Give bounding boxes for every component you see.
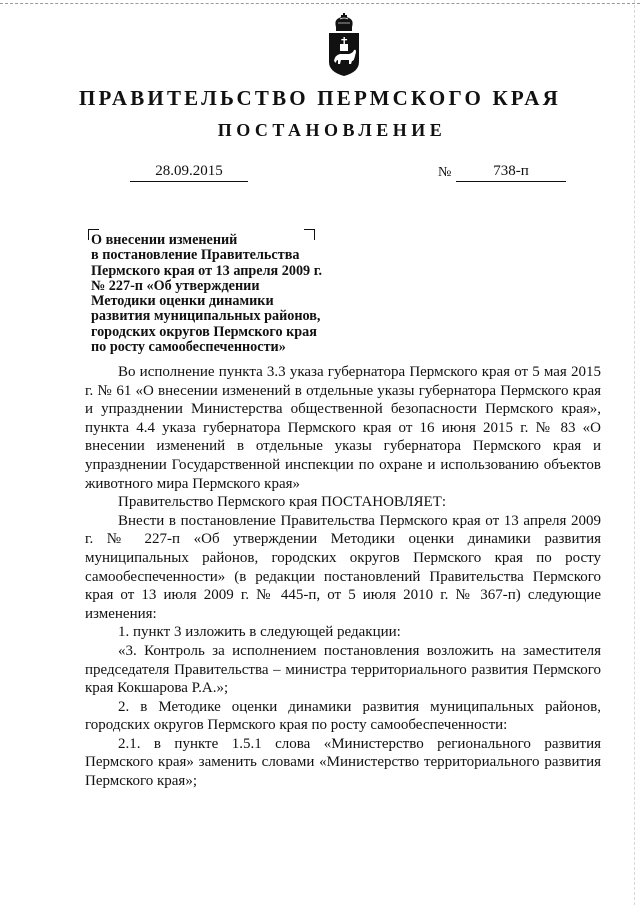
subject-line: О внесении изменений: [91, 232, 238, 248]
body-paragraph-preamble: Во исполнение пункта 3.3 указа губернатора Пермского края от 5 мая 2015 г. № 61 «О внесении изменений в отдельные указы губернатора Пермского края и упразднении Министерства общественной безопасности Пермского края», пункта 4.4 указа губернатора Пермского края от 16 июня 2015 г. № 83 «О внесении изменений в отдельные указы губернатора Пермского края и упразднении Государственной инспекции по охране и использованию объектов животного мира Пермского края»: [85, 364, 601, 492]
subject-line: № 227-п «Об утверждении: [91, 277, 260, 294]
number-sign: №: [438, 165, 452, 180]
body-paragraph-item-1-text: «3. Контроль за исполнением постановления возложить на заместителя председателя Правительства – министра территориального развития Пермского края Кокшарова Р.А.»;: [85, 642, 601, 697]
subject-line: Пермского края от 13 апреля 2009 г.: [91, 262, 323, 279]
body-paragraph-item-2-1: 2.1. в пункте 1.5.1 слова «Министерство регионального развития Пермского края» заменить словами «Министерство территориального развития Пермского края»;: [85, 735, 601, 790]
coat-of-arms-icon: [325, 12, 363, 78]
document-date: 28.09.2015: [130, 161, 248, 182]
page-top-border: [0, 3, 640, 4]
body-paragraph-item-2: 2. в Методике оценки динамики развития муниципальных районов, городских округов Пермского края по росту самообеспеченности:: [85, 698, 601, 734]
subject-line: городских округов Пермского края: [91, 323, 317, 340]
document-body: [85, 363, 601, 791]
subject-line: по росту самообеспеченности»: [91, 339, 286, 356]
document-number: 738-п: [456, 161, 566, 182]
crown-icon: [335, 13, 352, 31]
document-subject: [91, 233, 361, 355]
body-paragraph-item-1: 1. пункт 3 изложить в следующей редакции:: [118, 624, 401, 641]
document-type: ПОСТАНОВЛЕНИЕ: [217, 120, 447, 140]
body-paragraph-resolves: Правительство Пермского края ПОСТАНОВЛЯЕТ:: [118, 494, 447, 511]
government-title: ПРАВИТЕЛЬСТВО ПЕРМСКОГО КРАЯ: [78, 86, 561, 110]
subject-line: развития муниципальных районов,: [91, 308, 321, 325]
body-paragraph-amend: Внести в постановление Правительства Пермского края от 13 апреля 2009 г. № 227-п «Об утверждении Методики оценки динамики развития муниципальных районов, городских округов Пермского края по росту самообеспеченности» (в редакции постановлений Правительства Пермского края от 13 июля 2009 г. № 445-п, от 5 июля 2010 г. № 367-п) следующие изменения:: [85, 512, 601, 622]
subject-line: в постановление Правительства: [91, 247, 300, 264]
subject-line: Методики оценки динамики: [91, 293, 274, 310]
